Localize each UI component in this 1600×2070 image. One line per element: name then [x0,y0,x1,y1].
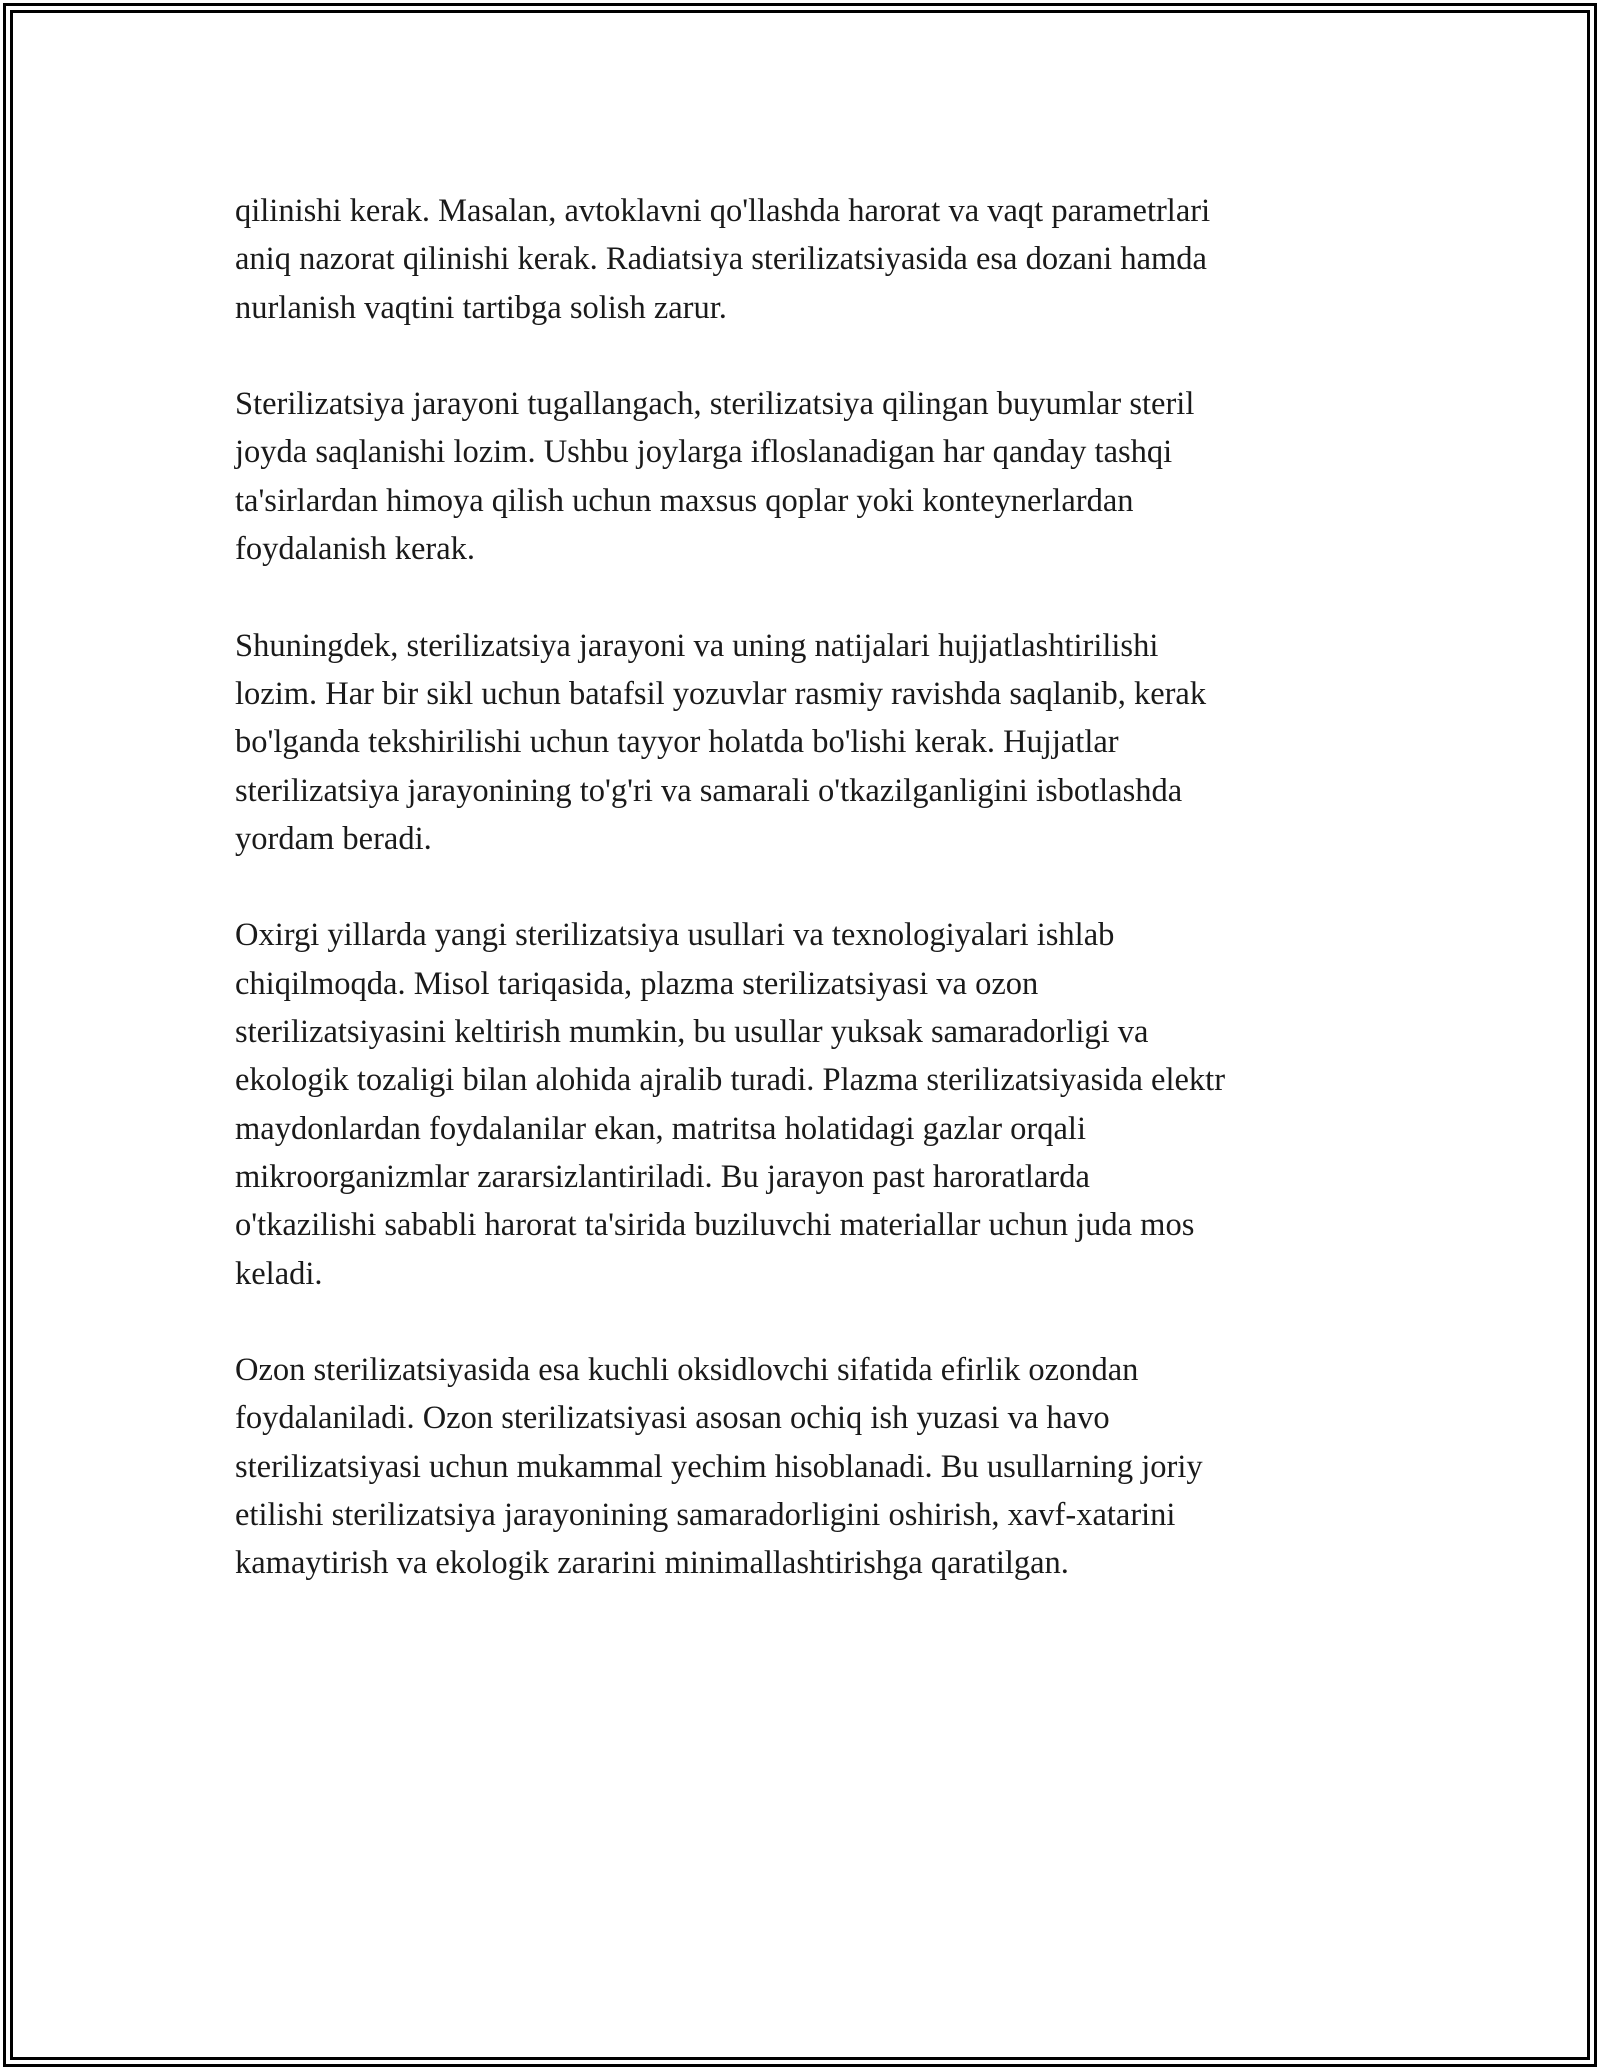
text-line: bo'lganda tekshirilishi uchun tayyor holatda bo'lishi kerak. Hujjatlar [235,724,1119,761]
text-line: keladi. [235,1255,323,1292]
text-line: etilishi sterilizatsiya jarayonining samaradorligini oshirish, xavf-xatarini [235,1497,1176,1534]
text-line: ta'sirlardan himoya qilish uchun maxsus qoplar yoki konteynerlardan [235,482,1134,519]
text-line: lozim. Har bir sikl uchun batafsil yozuvlar rasmiy ravishda saqlanib, kerak [235,675,1207,712]
text-line: sterilizatsiya jarayonining to'g'ri va samarali o'tkazilganligini isbotlashda [235,772,1183,809]
text-line: sterilizatsiyasi uchun mukammal yechim hisoblanadi. Bu usullarning joriy [235,1448,1203,1485]
paragraph-2 [235,380,1375,573]
text-line: foydalanish kerak. [235,531,476,568]
text-line: aniq nazorat qilinishi kerak. Radiatsiya sterilizatsiyasida esa dozani hamda [235,241,1207,278]
paragraph-3 [235,622,1375,863]
document-body [235,187,1375,1636]
text-line: kamaytirish va ekologik zararini minimallashtirishga qaratilgan. [235,1545,1069,1582]
text-line: chiqilmoqda. Misol tariqasida, plazma sterilizatsiyasi va ozon [235,965,1039,1002]
text-line: nurlanish vaqtini tartibga solish zarur. [235,289,727,326]
text-line: Oxirgi yillarda yangi sterilizatsiya usullari va texnologiyalari ishlab [235,917,1115,954]
text-line: Sterilizatsiya jarayoni tugallangach, sterilizatsiya qilingan buyumlar steril [235,386,1195,423]
paragraph-5 [235,1346,1375,1587]
text-line: qilinishi kerak. Masalan, avtoklavni qo'llashda harorat va vaqt parametrlari [235,193,1211,229]
paragraph-4 [235,911,1375,1297]
text-line: mikroorganizmlar zararsizlantiriladi. Bu jarayon past haroratlarda [235,1158,1090,1195]
text-line: maydonlardan foydalanilar ekan, matritsa holatidagi gazlar orqali [235,1110,1086,1147]
text-line: sterilizatsiyasini keltirish mumkin, bu usullar yuksak samaradorligi va [235,1014,1149,1051]
text-line: Ozon sterilizatsiyasida esa kuchli oksidlovchi sifatida efirlik ozondan [235,1352,1139,1389]
text-line: yordam beradi. [235,820,432,857]
text-line: o'tkazilishi sababli harorat ta'sirida buziluvchi materiallar uchun juda mos [235,1207,1195,1244]
text-line: foydalaniladi. Ozon sterilizatsiyasi asosan ochiq ish yuzasi va havo [235,1400,1110,1437]
text-line: ekologik tozaligi bilan alohida ajralib turadi. Plazma sterilizatsiyasida elektr [235,1062,1226,1099]
text-line: Shuningdek, sterilizatsiya jarayoni va uning natijalari hujjatlashtirilishi [235,627,1159,664]
paragraph-1 [235,187,1375,332]
text-line: joyda saqlanishi lozim. Ushbu joylarga ifloslanadigan har qanday tashqi [235,434,1173,471]
